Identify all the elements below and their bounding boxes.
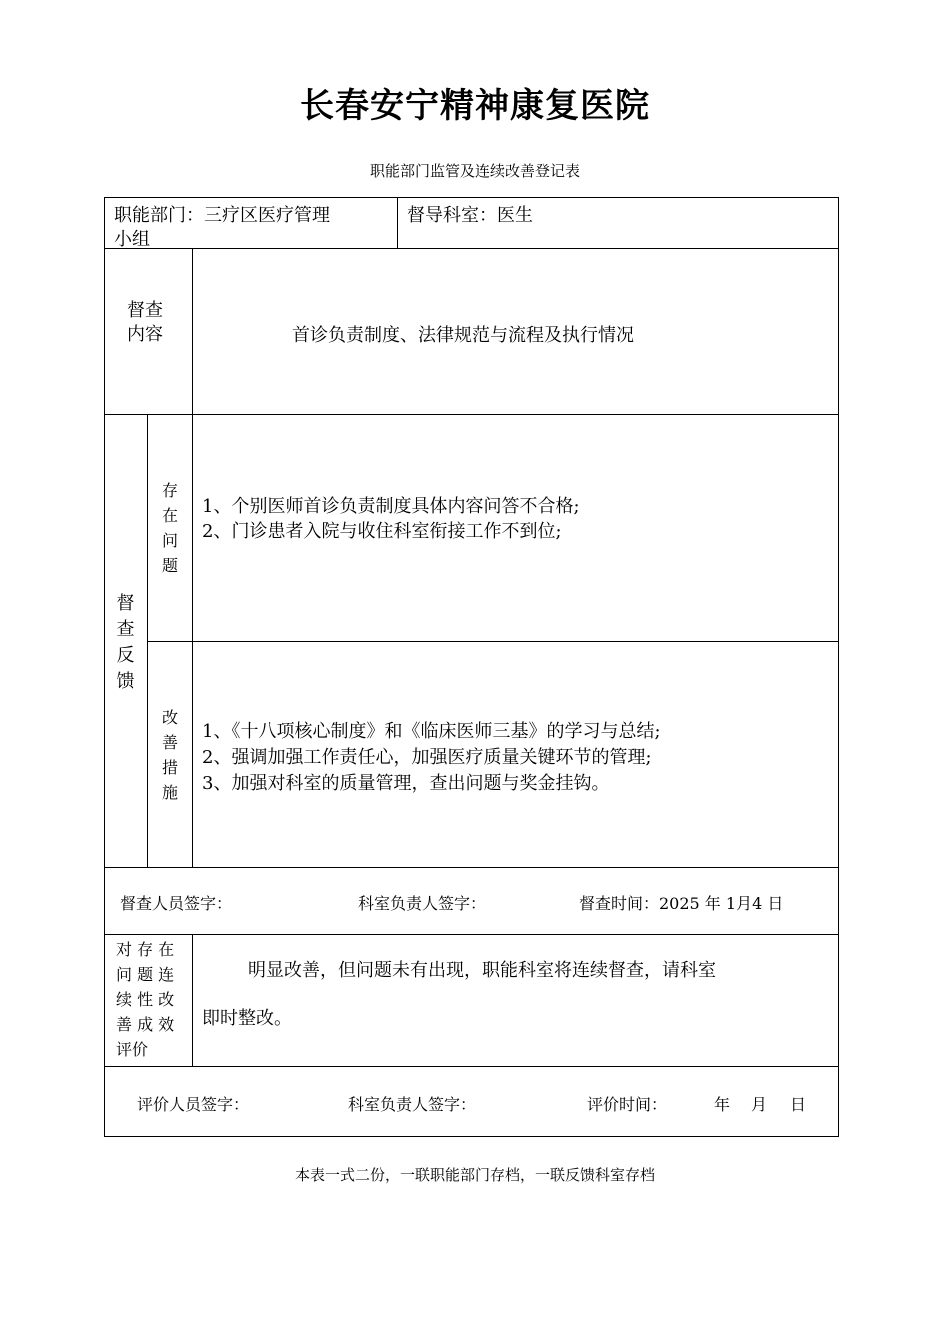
problem-item: 1、个别医师首诊负责制度具体内容问答不合格; [202,496,580,517]
measure-item: 2、强调加强工作责任心，加强医疗质量关键环节的管理; [202,747,652,768]
department-label-cont: 小组 [114,229,150,250]
dept-head-signature: 科室负责人签字： [358,894,487,913]
inspection-label-2: 内容 [127,324,163,345]
col-divider [192,934,193,1066]
inspector-signature: 督查人员签字： [120,894,233,913]
inspection-label: 督查 [127,300,163,321]
feedback-label-text: 督 查 反 馈 [116,593,135,692]
measures-label-text: 改 善 措 施 [161,708,178,802]
row-divider [104,414,839,415]
col-divider [192,248,193,867]
col-divider [397,197,398,248]
measure-item: 1、《十八项核心制度》和《临床医师三基》的学习与总结; [202,721,661,742]
evaluation-text-cont: 即时整改。 [202,1008,292,1029]
evaluation-text: 明显改善，但问题未有出现，职能科室将连续督查，请科室 [248,960,716,981]
footer-note: 本表一式二份，一联职能部门存档，一联反馈科室存档 [294,1166,655,1184]
evaluation-label: 善 成 效 [116,1015,175,1034]
row-divider [104,248,839,249]
inspection-content: 首诊负责制度、法律规范与流程及执行情况 [292,325,634,346]
supervised-dept: 督导科室：医生 [407,205,533,226]
evaluation-label: 问 题 连 [116,965,175,984]
evaluator-signature: 评价人员签字： [137,1095,250,1114]
dept-head-signature-2: 科室负责人签字： [348,1095,477,1114]
department-label: 职能部门：三疗区医疗管理 [114,205,330,226]
hospital-title: 长春安宁精神康复医院 [300,86,650,126]
feedback-label [104,591,147,695]
row-divider [104,934,839,935]
problems-label-text: 存 在 问 题 [161,481,178,575]
row-divider [147,641,839,642]
evaluation-label: 续 性 改 [116,990,175,1009]
evaluation-time-label: 评价时间： [587,1095,668,1114]
evaluation-label: 评价 [116,1040,149,1059]
evaluation-label: 对 存 在 [116,940,175,959]
inspection-time: 督查时间：2025 年 1月4 日 [579,894,784,913]
row-divider [104,867,839,868]
problems-label [148,478,192,578]
evaluation-year: 年 [714,1095,731,1114]
evaluation-day: 日 [790,1095,807,1114]
problem-item: 2、门诊患者入院与收住科室衔接工作不到位; [202,521,562,542]
measures-label [148,705,192,805]
row-divider [104,1066,839,1067]
evaluation-month: 月 [751,1095,768,1114]
measure-item: 3、加强对科室的质量管理，查出问题与奖金挂钩。 [202,773,610,794]
form-subtitle: 职能部门监管及连续改善登记表 [369,162,580,180]
